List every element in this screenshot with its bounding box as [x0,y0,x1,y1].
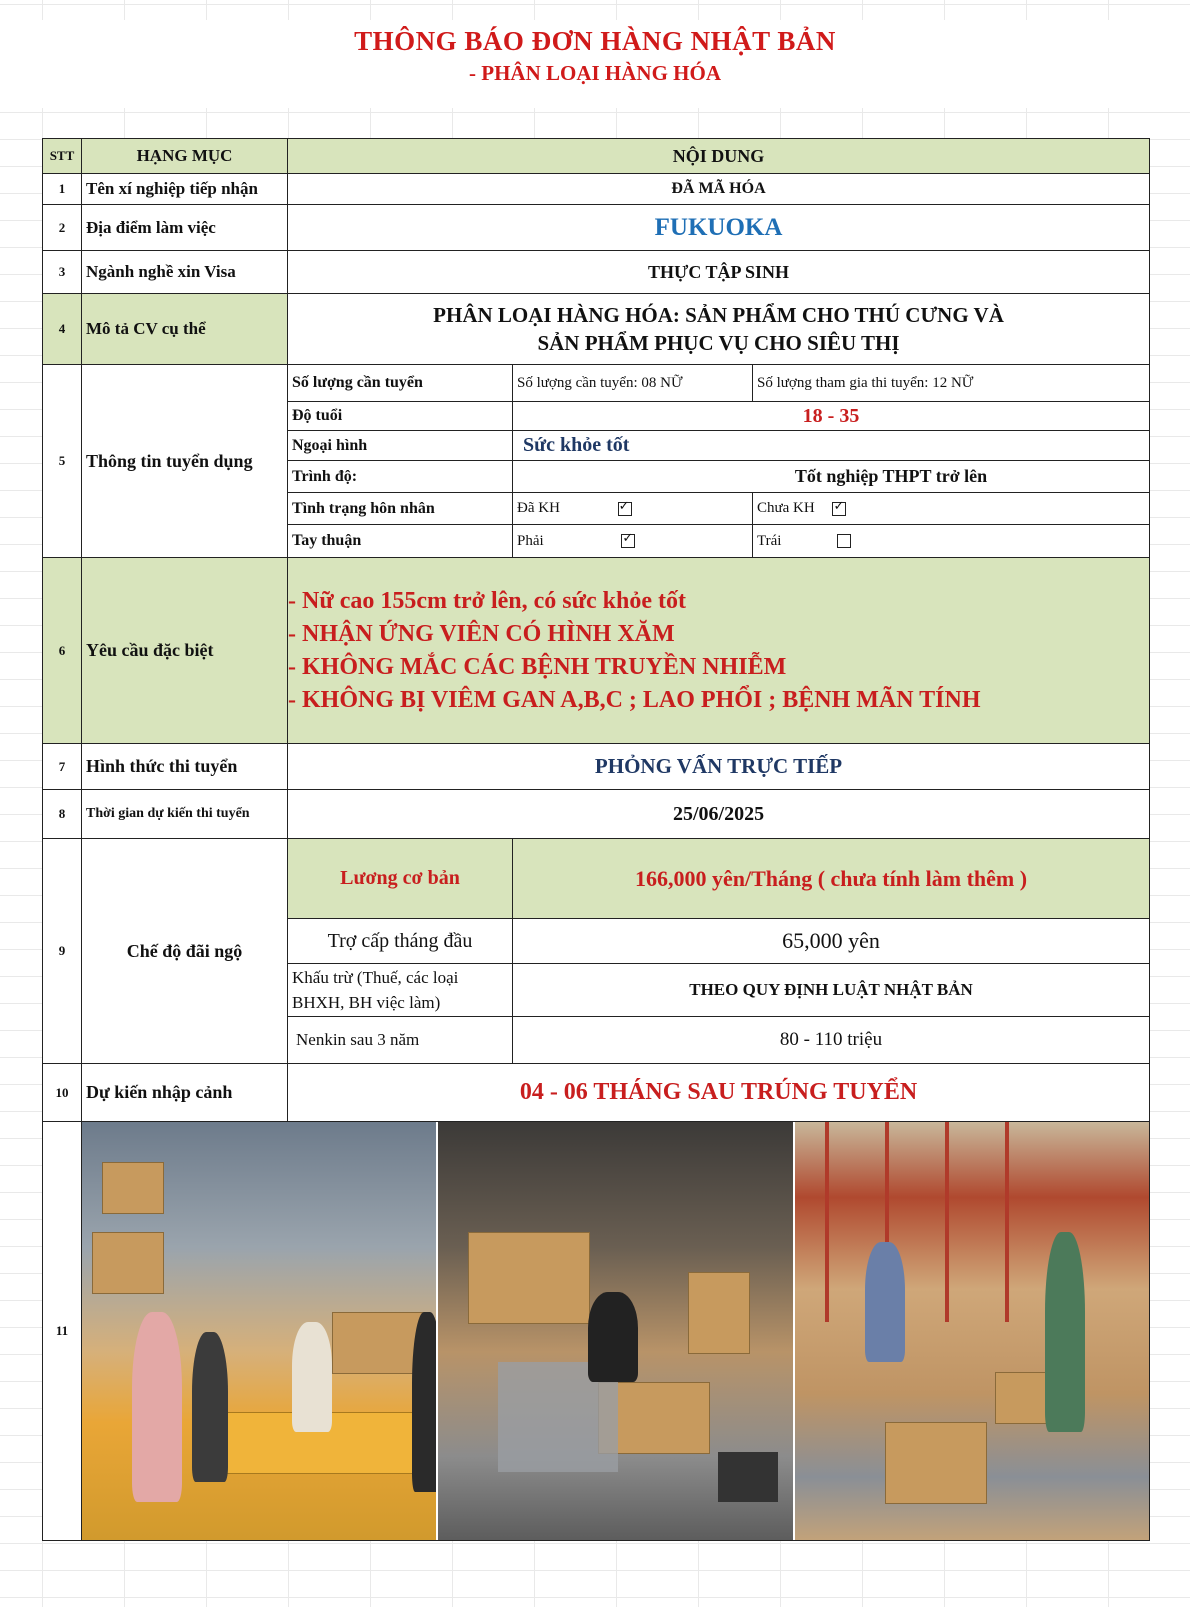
right-hand-checkbox[interactable] [621,534,635,548]
row-number: 1 [43,174,82,205]
married-checkbox[interactable] [618,502,632,516]
row-label: Thông tin tuyển dụng [82,365,288,558]
exam-date-value: 25/06/2025 [288,790,1150,839]
visa-type-value: THỰC TẬP SINH [288,251,1150,294]
table-row [43,790,1150,839]
job-description-line-1: PHÂN LOẠI HÀNG HÓA: SẢN PHẨM CHO THÚ CƯNG VÀ [433,303,1004,327]
single-checkbox[interactable] [832,502,846,516]
warehouse-photo-3 [795,1122,1149,1540]
table-row [43,365,1150,402]
row-label: Hình thức thi tuyển [82,744,288,790]
job-description-value [288,294,1150,365]
document-header [0,20,1190,108]
base-salary-label: Lương cơ bản [288,839,513,919]
workplace-photos [82,1122,1150,1541]
single-option [753,493,1150,525]
entry-time-value: 04 - 06 THÁNG SAU TRÚNG TUYỂN [288,1064,1150,1122]
appearance-value: Sức khỏe tốt [513,431,1150,461]
table-row [43,558,1150,744]
row-label: Tên xí nghiệp tiếp nhận [82,174,288,205]
requirement-item: - Nữ cao 155cm trở lên, có sức khỏe tốt [288,587,687,614]
row-label: Thời gian dự kiến thi tuyển [82,790,288,839]
company-name-value: ĐÃ MÃ HÓA [288,174,1150,205]
row-number: 9 [43,839,82,1064]
row-label: Mô tả CV cụ thể [82,294,288,365]
table-row [43,205,1150,251]
row-number: 2 [43,205,82,251]
row-number: 11 [43,1122,82,1541]
base-salary-value: 166,000 yên/Tháng ( chưa tính làm thêm ) [513,839,1150,919]
row-number: 7 [43,744,82,790]
row-label: Dự kiến nhập cảnh [82,1064,288,1122]
row-label: Ngành nghề xin Visa [82,251,288,294]
left-hand-label: Trái [757,532,782,549]
marital-status-label: Tình trạng hôn nhân [288,493,513,525]
deduction-label: Khấu trừ (Thuế, các loại BHXH, BH việc làm) [288,964,513,1017]
header-hang-muc: HẠNG MỤC [82,139,288,174]
single-label: Chưa KH [757,500,815,516]
header-stt: STT [43,139,82,174]
table-row [43,744,1150,790]
page-subtitle: - PHÂN LOẠI HÀNG HÓA [469,61,721,85]
row-number: 6 [43,558,82,744]
job-description-line-2: SẢN PHẨM PHỤC VỤ CHO SIÊU THỊ [537,331,900,355]
deduction-value: THEO QUY ĐỊNH LUẬT NHẬT BẢN [513,964,1150,1017]
left-hand-checkbox[interactable] [837,534,851,548]
education-value: Tốt nghiệp THPT trở lên [513,461,1150,493]
right-hand-label: Phải [517,532,544,549]
table-row [43,1064,1150,1122]
row-number: 10 [43,1064,82,1122]
nenkin-label: Nenkin sau 3 năm [288,1017,513,1064]
table-row [43,251,1150,294]
page-title: THÔNG BÁO ĐƠN HÀNG NHẬT BẢN [354,26,836,56]
quantity-participants: Số lượng tham gia thi tuyển: 12 NỮ [753,365,1150,402]
quantity-needed: Số lượng cần tuyển: 08 NỮ [513,365,753,402]
row-label: Địa điểm làm việc [82,205,288,251]
job-order-table [42,138,1150,1541]
age-value: 18 - 35 [513,402,1150,431]
row-number: 3 [43,251,82,294]
married-label: Đã KH [517,500,560,516]
first-month-allowance-label: Trợ cấp tháng đầu [288,919,513,964]
first-month-allowance-value: 65,000 yên [513,919,1150,964]
appearance-label: Ngoại hình [288,431,513,461]
education-label: Trình độ: [288,461,513,493]
table-row [43,294,1150,365]
row-number: 5 [43,365,82,558]
table-row [43,1122,1150,1541]
handedness-label: Tay thuận [288,525,513,558]
warehouse-photo-1 [82,1122,438,1540]
row-label: Yêu cầu đặc biệt [82,558,288,744]
special-requirements [288,558,1150,744]
header-noi-dung: NỘI DUNG [288,139,1150,174]
exam-format-value: PHỎNG VẤN TRỰC TIẾP [288,744,1150,790]
quantity-label: Số lượng cần tuyển [288,365,513,402]
row-label: Chế độ đãi ngộ [82,839,288,1064]
row-number: 4 [43,294,82,365]
married-option [513,493,753,525]
warehouse-photo-2 [438,1122,794,1540]
requirement-item: - KHÔNG BỊ VIÊM GAN A,B,C ; LAO PHỔI ; BỆNH MÃN TÍNH [288,686,981,713]
nenkin-value: 80 - 110 triệu [513,1017,1150,1064]
work-location-value: FUKUOKA [288,205,1150,251]
requirement-item: - KHÔNG MẮC CÁC BỆNH TRUYỀN NHIỄM [288,653,787,680]
right-hand-option [513,525,753,558]
row-number: 8 [43,790,82,839]
table-header-row [43,139,1150,174]
requirement-item: - NHẬN ỨNG VIÊN CÓ HÌNH XĂM [288,620,675,647]
table-row [43,839,1150,919]
age-label: Độ tuổi [288,402,513,431]
left-hand-option [753,525,1150,558]
table-row [43,174,1150,205]
